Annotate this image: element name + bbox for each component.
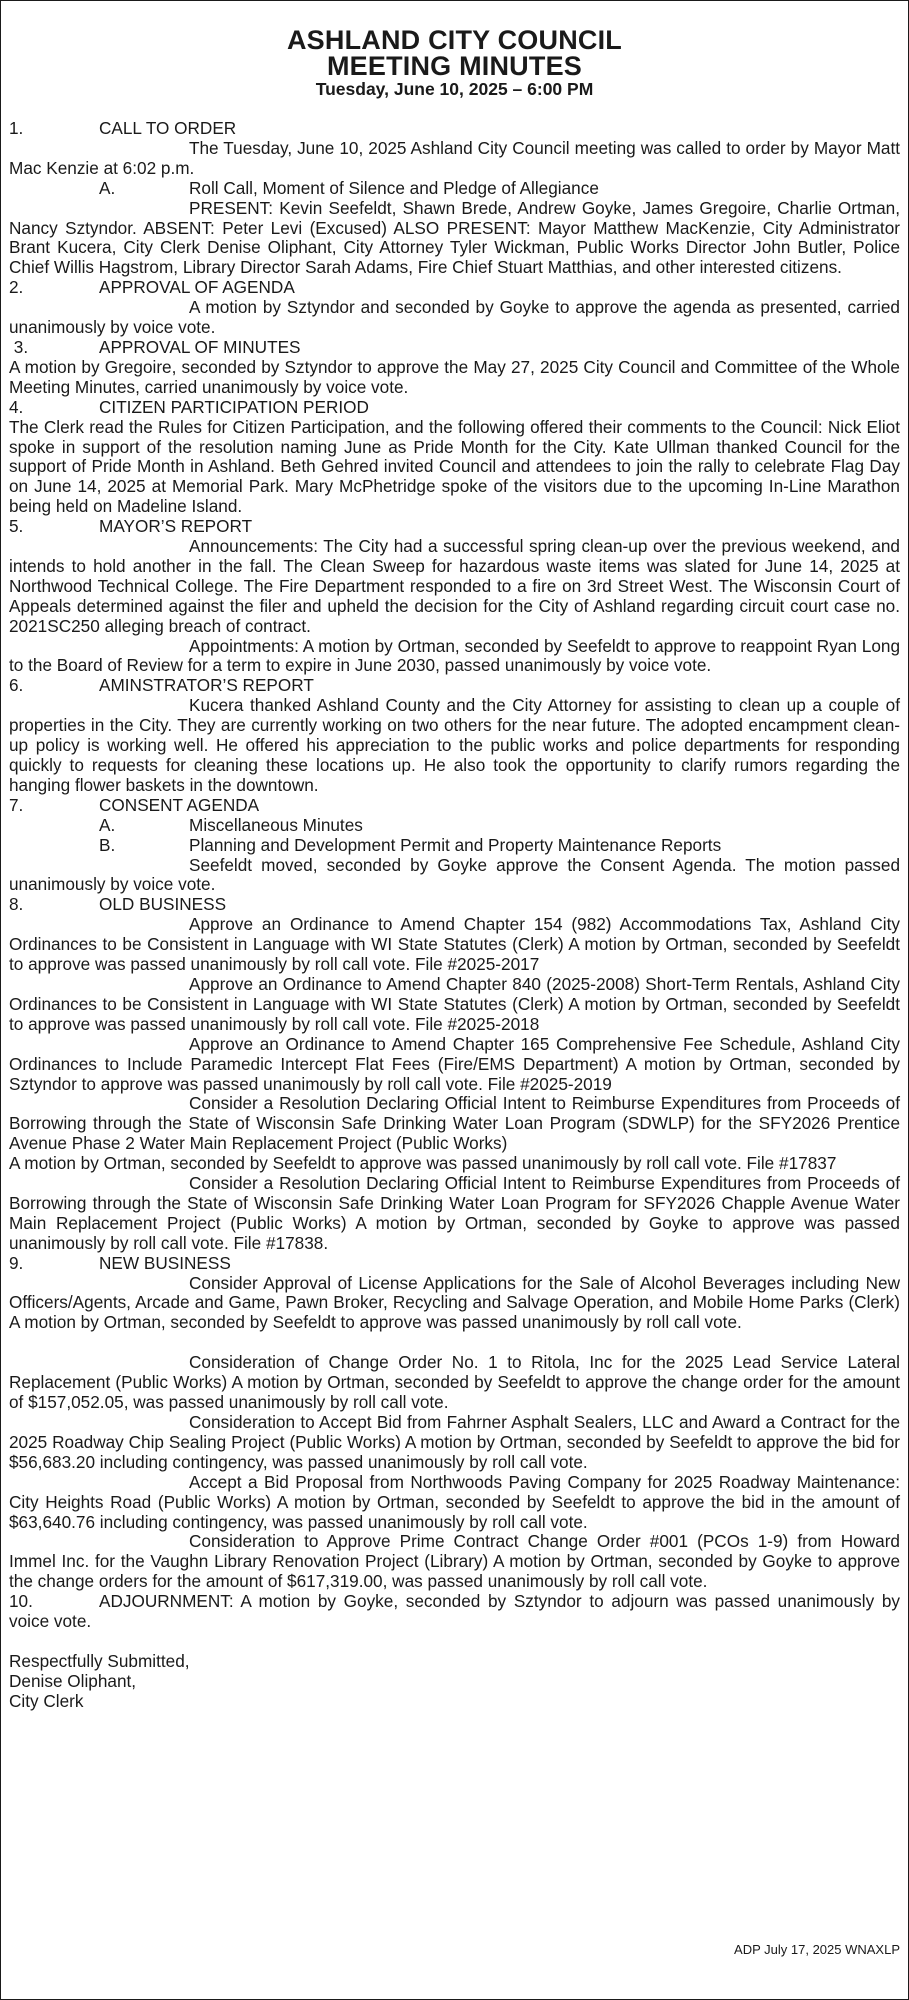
- section-number: 8.: [9, 894, 24, 915]
- appointments-text: Appointments: A motion by Ortman, seconded by Seefeldt to approve to reappoint Ryan Long to the Board of Review for a term to expire in June 2030, passed unanimously by voice vote.: [9, 635, 900, 676]
- section-number: 1.: [9, 118, 24, 138]
- section-1-heading: [9, 119, 900, 139]
- section-2-heading: [9, 278, 900, 298]
- section-number: 9.: [9, 1252, 24, 1273]
- new-business-item-d: Accept a Bid Proposal from Northwoods Paving Company for 2025 Roadway Maintenance: City Heights Road (Public Works) A motion by Ortman, seconded by Seefeldt to approve the bid in the amount of $63,640.76 including contingency, was passed unanimously by roll call vote.: [9, 1471, 900, 1532]
- section-heading: CALL TO ORDER: [99, 118, 237, 138]
- administrator-report-text: Kucera thanked Ashland County and the City Attorney for assisting to clean up a couple of properties in the City. They are currently working on two others for the near future. The adopted encampment clean-up policy is working well. He offered his appreciation to the public works and police departments for responding quickly to requests for cleaning these locations up. He also took the opportunity to clarify rumors regarding the hanging flower baskets in the downtown.: [9, 695, 900, 795]
- item-heading: Roll Call, Moment of Silence and Pledge of Allegiance: [189, 177, 599, 198]
- citizen-participation-text: The Clerk read the Rules for Citizen Participation, and the following offered their comments to the Council: Nick Eliot spoke in support of the resolution naming June as Pride Month for the City. Kate Ullman thanked Council for the support of Pride Month in Ashland. Beth Gehred invited Council and attendees to join the rally to celebrate Flag Day on June 14, 2025 at Memorial Park. Mary McPhetridge spoke of the visitors due to the upcoming In-Line Marathon being held on Madeline Island.: [9, 416, 900, 517]
- section-number: 3.: [9, 336, 29, 357]
- consent-item-b: [9, 836, 900, 856]
- roll-call-text: PRESENT: Kevin Seefeldt, Shawn Brede, Andrew Goyke, James Gregoire, Charlie Ortman, Nancy Sztyndor. ABSENT: Peter Levi (Excused) ALSO PRESENT: Mayor Matthew MacKenzie, City Administrator Brant Kucera, City Clerk Denise Oliphant, City Attorney Tyler Wickman, Public Works Director John Butler, Police Chief Willis Hagstrom, Library Director Sarah Adams, Fire Chief Stuart Matthias, and other interested citizens.: [9, 197, 900, 278]
- signoff-line: Respectfully Submitted,: [9, 1650, 190, 1671]
- section-4-heading: [9, 398, 900, 418]
- page-title: [9, 27, 900, 79]
- call-to-order-text: The Tuesday, June 10, 2025 Ashland City Council meeting was called to order by Mayor Matt Mac Kenzie at 6:02 p.m.: [9, 137, 900, 178]
- section-number: 6.: [9, 675, 24, 696]
- section-heading: AMINSTRATOR’S REPORT: [99, 675, 314, 696]
- section-9-heading: [9, 1254, 900, 1274]
- section-5-heading: [9, 517, 900, 537]
- new-business-item-c: Consideration to Accept Bid from Fahrner Asphalt Sealers, LLC and Award a Contract for the 2025 Roadway Chip Sealing Project (Public Works) A motion by Ortman, seconded by Seefeldt to approve the bid for $56,683.20 including contingency, was passed unanimously by roll call vote.: [9, 1412, 900, 1472]
- section-7-heading: [9, 796, 900, 816]
- section-heading: CONSENT AGENDA: [99, 794, 260, 815]
- section-heading: APPROVAL OF MINUTES: [99, 336, 301, 357]
- publication-code: ADP July 17, 2025 WNAXLP: [734, 1942, 900, 1957]
- new-business-item-b: Consideration of Change Order No. 1 to Ritola, Inc for the 2025 Lead Service Lateral Replacement (Public Works) A motion by Ortman, seconded by Seefeldt to approve the change order for the amount of $157,052.05, was passed unanimously by roll call vote.: [9, 1352, 900, 1413]
- section-heading: CITIZEN PARTICIPATION PERIOD: [99, 396, 369, 417]
- section-6-heading: [9, 676, 900, 696]
- section-heading: OLD BUSINESS: [99, 894, 227, 915]
- item-heading: Miscellaneous Minutes: [189, 814, 363, 835]
- section-number: 4.: [9, 396, 24, 417]
- section-number: 7.: [9, 794, 24, 815]
- signoff-block: [9, 1652, 900, 1712]
- roll-call-heading: [9, 179, 900, 199]
- old-business-item-a: Approve an Ordinance to Amend Chapter 154 (982) Accommodations Tax, Ashland City Ordinances to be Consistent in Language with WI State Statutes (Clerk) A motion by Ortman, seconded by Seefeldt to approve was passed unanimously by roll call vote. File #2025-2017: [9, 914, 900, 975]
- minutes-body: [9, 119, 900, 1712]
- consent-motion-text: Seefeldt moved, seconded by Goyke approve the Consent Agenda. The motion passed unanimously by voice vote.: [9, 854, 900, 895]
- new-business-item-e: Consideration to Approve Prime Contract Change Order #001 (PCOs 1-9) from Howard Immel Inc. for the Vaughn Library Renovation Project (Library) A motion by Ortman, seconded by Goyke to approve the change orders for the amount of $617,319.00, was passed unanimously by roll call vote.: [9, 1531, 900, 1592]
- title-line-1: ASHLAND CITY COUNCIL: [286, 25, 622, 55]
- item-letter: B.: [99, 834, 116, 855]
- new-business-item-a: Consider Approval of License Applications for the Sale of Alcohol Beverages including New Officers/Agents, Arcade and Game, Pawn Broker, Recycling and Salvage Operation, and Mobile Home Parks (Clerk) A motion by Ortman, seconded by Seefeldt to approve was passed unanimously by roll call vote.: [9, 1272, 900, 1333]
- item-letter: A.: [99, 814, 116, 835]
- item-letter: A.: [99, 177, 116, 198]
- section-heading: MAYOR’S REPORT: [99, 516, 253, 537]
- consent-item-a: [9, 816, 900, 836]
- old-business-item-c: Approve an Ordinance to Amend Chapter 165 Comprehensive Fee Schedule, Ashland City Ordinances to Include Paramedic Intercept Flat Fees (Fire/EMS Department) A motion by Ortman, seconded by Sztyndor to approve was passed unanimously by roll call vote. File #2025-2019: [9, 1033, 900, 1094]
- item-heading: Planning and Development Permit and Property Maintenance Reports: [189, 834, 722, 855]
- section-3-heading: [9, 338, 900, 358]
- section-number: 2.: [9, 277, 24, 298]
- title-line-2: MEETING MINUTES: [326, 51, 582, 81]
- meeting-date: Tuesday, June 10, 2025 – 6:00 PM: [315, 79, 594, 99]
- clerk-name: Denise Oliphant,: [9, 1670, 137, 1691]
- section-8-heading: [9, 895, 900, 915]
- clerk-title: City Clerk: [9, 1690, 84, 1711]
- agenda-approval-text: A motion by Sztyndor and seconded by Goyke to approve the agenda as presented, carried unanimously by voice vote.: [9, 297, 900, 338]
- section-heading: APPROVAL OF AGENDA: [99, 277, 295, 298]
- old-business-item-e: Consider a Resolution Declaring Official Intent to Reimburse Expenditures from Proceeds of Borrowing through the State of Wisconsin Safe Drinking Water Loan Program for SFY2026 Chapple Avenue Water Main Replacement Project (Public Works) A motion by Ortman, seconded by Goyke to approve was passed unanimously by roll call vote. File #17838.: [9, 1173, 900, 1253]
- section-number: 5.: [9, 516, 24, 537]
- minutes-approval-text: A motion by Gregoire, seconded by Sztyndor to approve the May 27, 2025 City Council and Committee of the Whole Meeting Minutes, carried unanimously by voice vote.: [9, 356, 900, 397]
- old-business-item-d: Consider a Resolution Declaring Official Intent to Reimburse Expenditures from Proceeds of Borrowing through the State of Wisconsin Safe Drinking Water Loan Program (SDWLP) for the SFY2026 Prentice Avenue Phase 2 Water Main Replacement Project (Public Works): [9, 1093, 900, 1154]
- section-10-adjournment: 10. ADJOURNMENT: A motion by Goyke, seconded by Sztyndor to adjourn was passed unanimously by voice vote.: [9, 1591, 900, 1632]
- old-business-item-b: Approve an Ordinance to Amend Chapter 840 (2025-2008) Short-Term Rentals, Ashland City Ordinances to be Consistent in Language with WI State Statutes (Clerk) A motion by Ortman, seconded by Seefeldt to approve was passed unanimously by roll call vote. File #2025-2018: [9, 973, 900, 1034]
- section-number: 10.: [9, 1591, 33, 1612]
- announcements-text: Announcements: The City had a successful spring clean-up over the previous weekend, and intends to hold another in the fall. The Clean Sweep for hazardous waste items was slated for June 14, 2025 at Northwood Technical College. The Fire Department responded to a fire on 3rd Street West. The Wisconsin Court of Appeals determined against the filer and upheld the decision for the City of Ashland regarding circuit court case no. 2021SC250 alleging breach of contract.: [9, 536, 900, 636]
- section-heading: NEW BUSINESS: [99, 1252, 231, 1273]
- old-business-item-d-motion: A motion by Ortman, seconded by Seefeldt to approve was passed unanimously by roll call vote. File #17837: [9, 1153, 837, 1174]
